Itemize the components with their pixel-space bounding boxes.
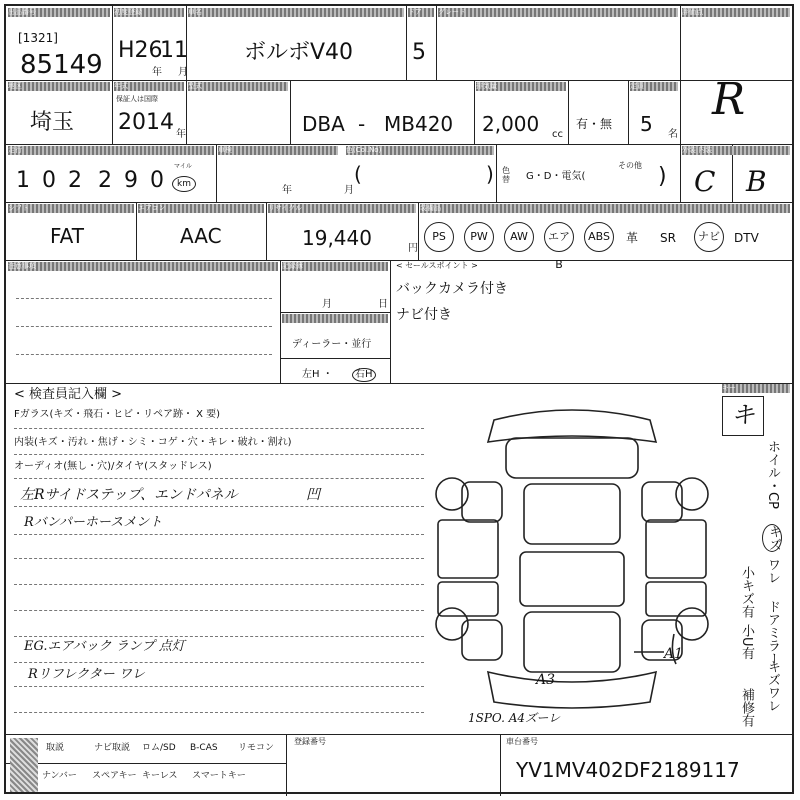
mileage-digit: 9 — [124, 168, 138, 193]
equipment-sunroof: SR — [660, 231, 676, 245]
model-prefix: DBA — [302, 112, 345, 136]
prefecture-value: 埼玉 — [30, 110, 75, 135]
equipment-navi: ナビ — [694, 222, 724, 252]
grade-header: グレード — [438, 8, 678, 17]
handwritten-note-1b: 凹 — [306, 487, 320, 503]
key-mark: キ — [731, 401, 755, 429]
shaken-header: 車検 — [218, 146, 338, 155]
ac-value: AAC — [180, 224, 222, 248]
color-header: 色(Col.No) — [346, 146, 494, 155]
notes-header: 注意事項 — [8, 262, 278, 271]
handwritten-note-2: Rバンパーホースメント — [24, 515, 163, 530]
equipment-header: 装備品 — [420, 204, 790, 213]
model-year-value: 2014 — [118, 110, 174, 135]
vertical-note-mirror-damage: キズワレ — [765, 660, 780, 712]
accessory-label: スマートキー — [192, 771, 246, 781]
year-header: 初度登録 — [114, 8, 184, 17]
inspector-line-3: オーディオ(無し・穴)/タイヤ(スタッドレス) — [14, 461, 212, 472]
doors-value: 5 — [412, 40, 426, 65]
equipment-dtv: DTV — [734, 231, 759, 245]
mileage-digit: 2 — [98, 168, 112, 193]
recycle-value: 19,440 — [302, 226, 372, 250]
displacement-value: 2,000 — [482, 112, 540, 136]
yes-no: 有・無 — [576, 117, 613, 131]
accessory-label: ロム/SD — [142, 743, 176, 753]
recycle-header: リサイクル — [268, 204, 416, 213]
key-header: キー — [722, 384, 790, 393]
equipment-leather: 革 — [626, 231, 639, 245]
exterior-grade: C — [694, 165, 716, 198]
diagram-label-a3: A3 — [536, 672, 556, 688]
inspector-line-1: Fガラス(キズ・飛石・ヒビ・リペア跡・ X 要) — [14, 409, 221, 420]
steering-right: 右H — [352, 368, 376, 382]
vertical-note-small-scratch: 小キズ有 — [739, 566, 754, 618]
row-divider — [6, 383, 792, 384]
row-divider — [6, 763, 286, 764]
row-divider — [6, 144, 792, 145]
mileage-digit: 1 — [16, 168, 30, 193]
mileage-digits — [6, 166, 170, 196]
row-divider — [6, 80, 792, 81]
vertical-note-wheel-crack: ワレ — [765, 558, 780, 584]
accessory-label: ナンバー — [42, 771, 77, 781]
inspector-title: < 検査員記入欄 > — [14, 387, 123, 402]
model-code: MB420 — [384, 112, 454, 136]
record-month: 月 — [322, 299, 332, 310]
accessory-label: B-CAS — [190, 743, 218, 753]
accessory-label: 取説 — [46, 743, 65, 753]
lot-code: [1321] — [18, 31, 58, 45]
yen-unit: 円 — [408, 243, 418, 254]
vertical-note-repaired: 補修有 — [739, 688, 754, 727]
registration-month: 11 — [160, 38, 188, 63]
registration-era: H26 — [118, 38, 163, 63]
vertical-note-wheel-scratch: キズ — [762, 524, 782, 552]
vertical-note-wheel: ホイル・CP — [765, 440, 780, 509]
mileage-header: 走行 — [8, 146, 214, 155]
handwritten-note-1: 左Rサイドステップ、エンドパネル — [20, 487, 238, 503]
cc-unit: cc — [552, 129, 563, 140]
diagram-label-a1: A1 — [664, 646, 684, 662]
mileage-unit: km — [172, 176, 196, 192]
reg-no-label: 登録番号 — [294, 737, 326, 746]
chassis-label: 車台番号 — [506, 737, 538, 746]
mileage-unit-top: マイル — [174, 163, 192, 170]
equipment-item: エアB — [544, 222, 574, 252]
diagram-bottom-note: 1SPO. A4ズーレ — [468, 711, 561, 725]
inspector-line-2: 内装(キズ・汚れ・焦げ・シミ・コゲ・穴・キレ・破れ・割れ) — [14, 437, 292, 448]
paint-close: ) — [658, 164, 667, 189]
handwritten-note-4: Rリフレクター ワレ — [28, 667, 145, 682]
vertical-note-small-dent: 小U有 — [739, 624, 754, 660]
equipment-item: AW — [504, 222, 534, 252]
shaken-year: 年 — [282, 185, 292, 196]
paint-label: 色替 — [502, 166, 510, 184]
ac-header: エアコン — [138, 204, 264, 213]
equipment-item: PW — [464, 222, 494, 252]
interior-grade: B — [746, 165, 767, 198]
lot-number: 85149 — [20, 50, 103, 80]
doors-header: ドア — [408, 8, 434, 17]
accessory-label: スペアキー — [92, 771, 137, 781]
model-year-note: 保証人は国際 — [116, 95, 158, 103]
row-divider — [6, 202, 792, 203]
score-value: R — [712, 74, 746, 125]
model-year-unit: 年 — [176, 129, 186, 140]
model-year-header: 年式 — [114, 82, 184, 91]
record-header: 記録簿 — [282, 262, 388, 271]
capacity-unit: 名 — [668, 129, 678, 140]
qr-block — [10, 738, 38, 792]
dealer-label: ディーラー・並行 — [292, 339, 372, 350]
shift-value: FAT — [50, 224, 85, 248]
lot-header: 出品番号 — [8, 8, 110, 17]
equipment-item: PS — [424, 222, 454, 252]
vertical-note-mirror: ドアミラー — [765, 600, 780, 665]
auction-sheet: 出品番号 初度登録 車名 ドア グレード 評価点 [1321] 85149 H26 11 年 月 ボルボV40 5 R 地区 年式 型式 排気量 定員 埼玉 保証人は国際 2014 年 DBA - MB420 2,000 cc 有・無 5 名 走行 車検 色(Col.No) 外装 内装 1 0 2 2 9 0 マイル km 年 月 ( ) 色替 G・D・電気( ) その他 C B シフト エアコン リサイクル 装備品 FAT AAC 19,440 円 PS PW AW エアB ABS 革 SR ナビ DTV 注意事項 記録簿 < セールスポイント > 月 日 ディーラー・並行 左H ・ 右H バックカメラ付き ナビ付き < 検査員記入欄 > Fガラス(キズ・飛石・ヒビ・リペア跡・ X 要) 内装(キズ・汚れ・焦げ・シミ・コゲ・穴・キレ・破れ・割れ) オーディオ(無し・穴)/タイヤ(スタッドレス) 左Rサイドステップ、エンドパネル 凹 Rバンパーホースメント EG.エアバック ランプ 点灯 Rリフレクター ワレ A3 A1 1SPO. A4ズーレ キー キ ホイル・CP キズ ワレ 小キズ有 ドアミラー 小U有 キズワレ 補修有 取説 ナビ取説 ロム/SD B-CAS リモコン ナンバー スペアキー キーレス スマートキー 登録番号 車台番号 YV1MV402DF2189117 — [4, 4, 794, 794]
capacity-header: 定員 — [630, 82, 678, 91]
key-box — [722, 396, 764, 436]
prefecture-header: 地区 — [8, 82, 110, 91]
paint-other: その他 — [618, 161, 642, 170]
score-header: 評価点 — [682, 8, 790, 17]
paint-options: G・D・電気( — [526, 171, 586, 182]
year-unit: 年 — [152, 67, 162, 78]
name-header: 車名 — [188, 8, 404, 17]
ext-int-header: 外装 内装 — [682, 146, 790, 155]
chassis-number: YV1MV402DF2189117 — [516, 758, 740, 782]
shift-header: シフト — [8, 204, 134, 213]
mileage-digit: 0 — [150, 168, 164, 193]
row-divider — [6, 734, 792, 735]
model-dash: - — [358, 112, 366, 136]
steering-left: 左H ・ — [302, 369, 333, 380]
sales-point-header: < セールスポイント > — [396, 261, 478, 270]
sales-point-2: ナビ付き — [396, 307, 452, 323]
accessory-label: キーレス — [142, 771, 178, 781]
capacity-value: 5 — [640, 112, 653, 136]
record-day: 日 — [378, 299, 388, 310]
cc-header: 排気量 — [476, 82, 566, 91]
handwritten-note-3: EG.エアバック ランプ 点灯 — [24, 639, 185, 654]
car-name: ボルボV40 — [244, 40, 354, 65]
car-damage-diagram — [424, 402, 720, 732]
sales-point-1: バックカメラ付き — [396, 281, 508, 297]
equipment-item: ABS — [584, 222, 614, 252]
mileage-digit: 2 — [68, 168, 82, 193]
month-unit: 月 — [178, 67, 188, 78]
accessory-label: リモコン — [238, 743, 275, 753]
accessory-label: ナビ取説 — [94, 743, 131, 753]
model-header: 型式 — [188, 82, 288, 91]
mileage-digit: 0 — [42, 168, 56, 193]
shaken-month: 月 — [344, 185, 354, 196]
